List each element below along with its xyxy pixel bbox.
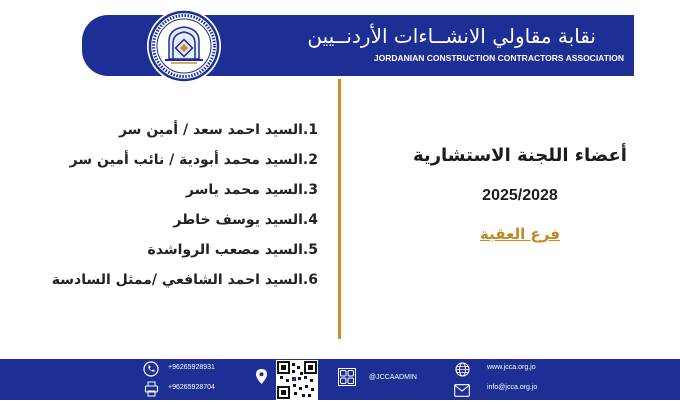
website-link[interactable]: www.jcca.org.jo xyxy=(487,364,536,371)
contact-footer xyxy=(0,359,680,400)
location-pin-icon[interactable] xyxy=(256,369,267,388)
association-name-arabic: نقابة مقاولي الانشــاءات الأردنــيين xyxy=(307,24,596,48)
association-name-english: JORDANIAN CONSTRUCTION CONTRACTORS ASSOCIATION xyxy=(373,53,624,63)
list-item: 5.السيد مصعب الرواشدة xyxy=(147,242,318,258)
committee-title: أعضاء اللجنة الاستشارية xyxy=(413,145,627,166)
phone-icon xyxy=(143,361,159,381)
members-list xyxy=(52,115,318,295)
list-item: 4.السيد يوسف خاطر xyxy=(173,212,318,228)
list-item: 1.السيد احمد سعد / أمين سر xyxy=(118,122,318,138)
branch-name: فرع العقبة xyxy=(480,225,560,243)
social-media-icon[interactable] xyxy=(338,368,356,390)
list-item: 3.السيد محمد ياسر xyxy=(185,182,318,198)
association-logo xyxy=(147,9,221,83)
fax-number[interactable]: +96265928704 xyxy=(168,384,215,391)
phone-number[interactable]: +96265928931 xyxy=(168,364,215,371)
committee-term: 2025/2028 xyxy=(482,187,558,204)
qr-code[interactable] xyxy=(276,360,318,404)
social-handle[interactable]: @JCCAADMIN xyxy=(369,374,417,381)
globe-icon xyxy=(455,362,470,381)
email-icon xyxy=(454,382,470,401)
list-item: 6.السيد احمد الشافعي /ممثل السادسة xyxy=(51,272,318,288)
vertical-divider xyxy=(338,79,341,339)
list-item: 2.السيد محمد أبودية / نائب أمين سر xyxy=(69,152,318,168)
fax-icon xyxy=(144,381,159,401)
email-link[interactable]: info@jcca.org.jo xyxy=(487,384,538,391)
